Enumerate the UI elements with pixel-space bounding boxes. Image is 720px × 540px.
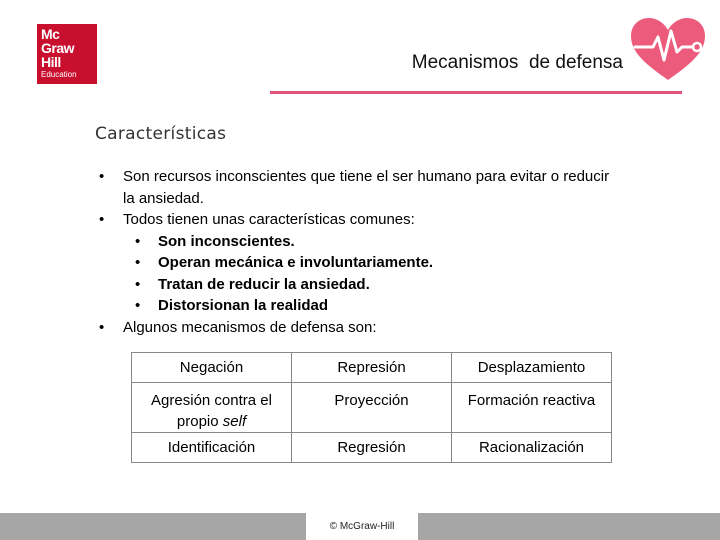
section-subtitle: Características — [95, 124, 227, 144]
table-cell: Desplazamiento — [452, 353, 612, 383]
sub-bullet-text: Son inconscientes. — [158, 232, 295, 250]
cell-text-italic: self — [222, 413, 247, 430]
logo-line-2: Graw — [41, 40, 75, 56]
sub-bullet-item: • Son inconscientes. — [135, 232, 295, 250]
header-divider — [270, 91, 682, 94]
table-cell — [132, 383, 292, 433]
bullet-text: Son recursos inconscientes que tiene el ser humano para evitar o reducir la ansiedad. — [123, 168, 610, 207]
table-row — [132, 353, 612, 383]
mcgraw-hill-logo — [37, 24, 97, 84]
logo-line-3: Hill — [41, 54, 61, 70]
footer-bar — [0, 513, 720, 540]
heart-pulse-icon — [627, 14, 709, 84]
slide-title: Mecanismos de defensa — [411, 52, 623, 73]
table-cell: Identificación — [132, 433, 292, 463]
bullet-text: Algunos mecanismos de defensa son: — [123, 318, 377, 336]
logo-line-4: Education — [41, 70, 77, 79]
bullet-text: Todos tienen unas características comunes: — [123, 211, 415, 228]
sub-bullet-text: Operan mecánica e involuntariamente. — [158, 254, 434, 271]
bullet-item: • Todos tienen unas características comunes: — [99, 211, 415, 228]
table-cell: Proyección — [292, 383, 452, 433]
copyright-text: © McGraw-Hill — [306, 513, 418, 540]
table-cell: Racionalización — [452, 433, 612, 463]
sub-bullet-text: Tratan de reducir la ansiedad. — [158, 275, 370, 293]
sub-bullet-item: • Distorsionan la realidad — [135, 297, 329, 314]
sub-bullet-item: • Tratan de reducir la ansiedad. — [135, 275, 370, 293]
table-row — [132, 433, 612, 463]
bullet-list — [99, 166, 619, 338]
table-cell: Negación — [132, 353, 292, 383]
cell-text: Agresión contra el propio — [151, 392, 272, 430]
table-row — [132, 383, 612, 433]
table-cell: Represión — [292, 353, 452, 383]
logo-line-1: Mc — [41, 26, 60, 42]
sub-bullet-item: • Operan mecánica e involuntariamente. — [135, 254, 434, 271]
mechanisms-table — [131, 352, 612, 463]
bullet-item: • Algunos mecanismos de defensa son: — [99, 318, 377, 336]
sub-bullet-text: Distorsionan la realidad — [158, 297, 329, 314]
table-cell: Regresión — [292, 433, 452, 463]
bullet-item: • Son recursos inconscientes que tiene el ser humano para evitar o reducir la ansiedad. — [99, 168, 610, 207]
table-cell: Formación reactiva — [452, 383, 612, 433]
